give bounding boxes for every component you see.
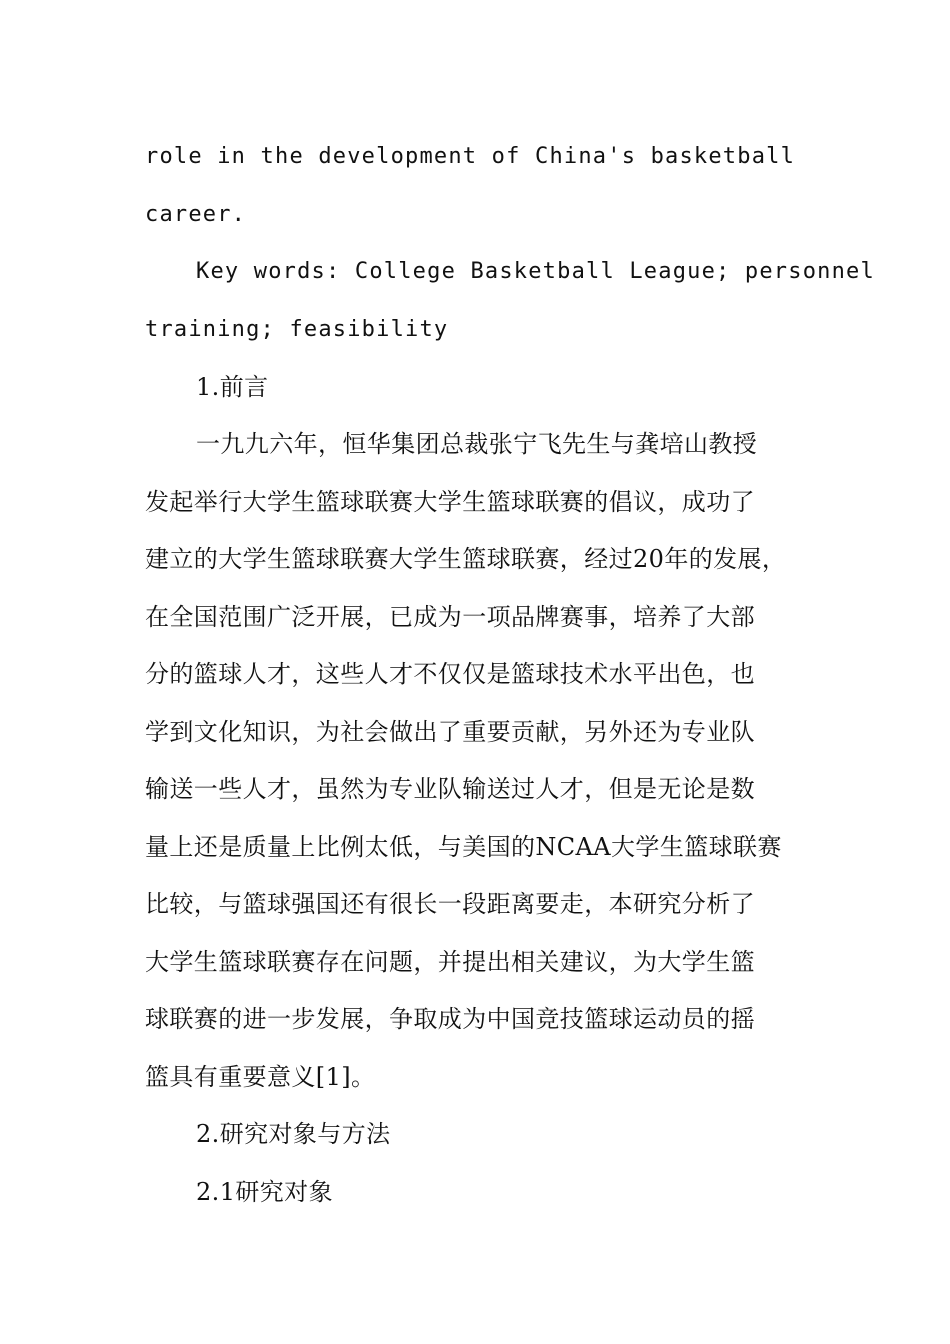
intro-paragraph-line-8: 量上还是质量上比例太低，与美国的NCAA大学生篮球联赛: [145, 833, 782, 861]
section-heading-research-objects-methods: 2.研究对象与方法: [196, 1120, 391, 1148]
intro-paragraph-line-10: 大学生篮球联赛存在问题，并提出相关建议，为大学生篮: [145, 948, 755, 976]
subsection-heading-research-objects: 2.1研究对象: [196, 1178, 333, 1206]
keywords-line-2: training; feasibility: [145, 317, 449, 342]
intro-paragraph-line-11: 球联赛的进一步发展，争取成为中国竞技篮球运动员的摇: [145, 1005, 755, 1033]
intro-paragraph-line-12: 篮具有重要意义[1]。: [145, 1063, 376, 1091]
intro-paragraph-line-2: 发起举行大学生篮球联赛大学生篮球联赛的倡议，成功了: [145, 488, 755, 516]
intro-paragraph-line-1: 一九九六年，恒华集团总裁张宁飞先生与龚培山教授: [196, 430, 758, 458]
intro-paragraph-line-5: 分的篮球人才，这些人才不仅仅是篮球技术水平出色，也: [145, 660, 755, 688]
keywords-line-1: Key words: College Basketball League; personnel: [196, 259, 875, 284]
intro-paragraph-line-9: 比较，与篮球强国还有很长一段距离要走，本研究分析了: [145, 890, 755, 918]
intro-paragraph-line-3: 建立的大学生篮球联赛大学生篮球联赛，经过20年的发展，: [145, 545, 787, 573]
intro-paragraph-line-4: 在全国范围广泛开展，已成为一项品牌赛事，培养了大部: [145, 603, 755, 631]
abstract-line-2: career.: [145, 202, 247, 227]
intro-paragraph-line-6: 学到文化知识，为社会做出了重要贡献，另外还为专业队: [145, 718, 755, 746]
intro-paragraph-line-7: 输送一些人才，虽然为专业队输送过人才，但是无论是数: [145, 775, 755, 803]
abstract-line-1: role in the development of China's basketball: [145, 144, 796, 169]
section-heading-introduction: 1.前言: [196, 373, 269, 401]
